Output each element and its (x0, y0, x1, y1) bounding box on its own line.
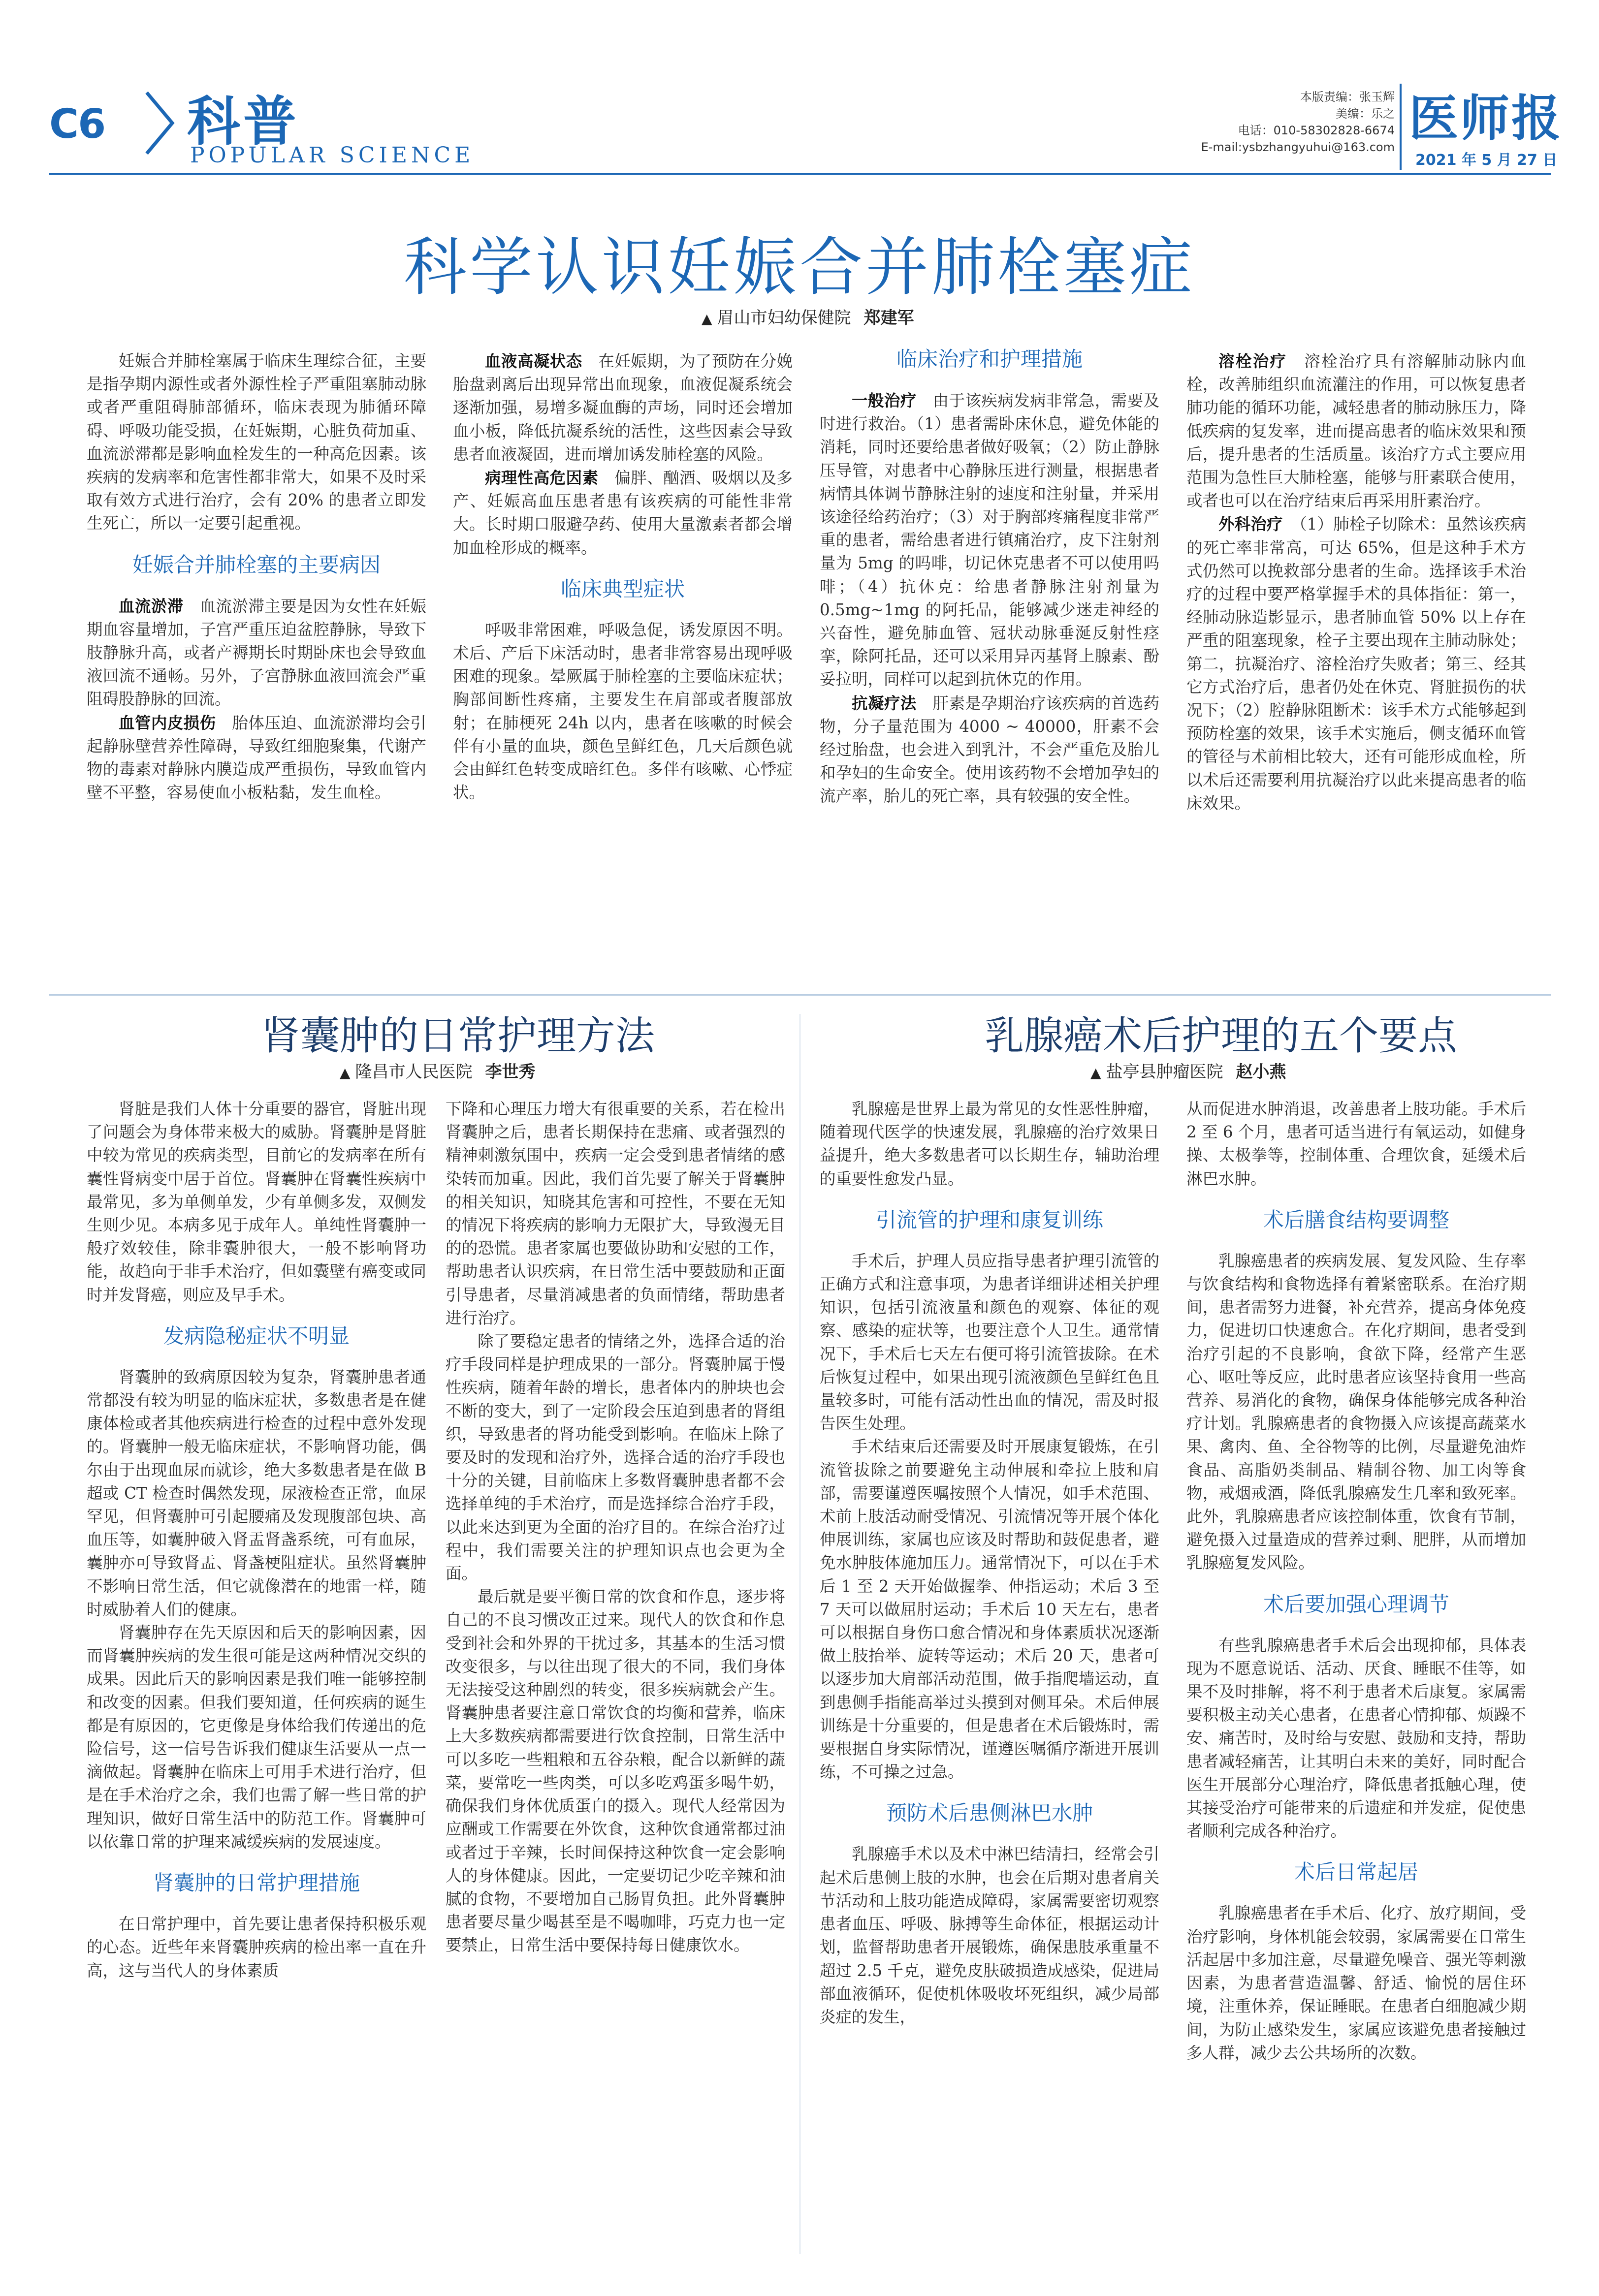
paragraph: 除了要稳定患者的情绪之外，选择合适的治疗手段同样是护理成果的一部分。肾囊肿属于慢性疾病，随着年龄的增长，患者体内的肿块也会不断的变大，到了一定阶段会压迫到患者的肾组织，导致患者的肾功能受到影响。在临床上除了要及时的发现和治疗外，选择合适的治疗手段也十分的关键，目前临床上多数肾囊肿患者都不会选择单纯的手术治疗，而是选择综合治疗手段，以此来达到更为全面的治疗目的。在综合治疗过程中，我们需要关注的护理知识点也会更为全面。 (446, 1332, 785, 1583)
article2-column-2 (446, 1098, 785, 1957)
subheading: 预防术后患侧淋巴水肿 (886, 1801, 1093, 1825)
subheading: 发病隐秘症状不明显 (163, 1323, 350, 1348)
article3-byline (1090, 1058, 1286, 1082)
paragraph: 手术后，护理人员应指导患者护理引流管的正确方式和注意事项，为患者详细讲述相关护理知识，包括引流液量和颜色的观察、体征的观察、感染的症状等，也要注意个人卫生。通常情况下，手术后七天左右便可将引流管拔除。在术后恢复过程中，如果出现引流液颜色呈鲜红色且量较多时，可能有活动性出血的情况，需及时报告医生处理。 (820, 1251, 1159, 1433)
article1-column-2 (453, 349, 793, 804)
article2-byline (340, 1058, 536, 1082)
paragraph: 肾脏是我们人体十分重要的器官，肾脏出现了问题会为身体带来极大的威胁。肾囊肿是肾脏中较为常见的疾病类型，目前它的发病率在所有囊性肾病变中居于首位。肾囊肿在肾囊性疾病中最常见，多为单侧单发，少有单侧多发，双侧发生则少见。本病多见于成年人。单纯性肾囊肿一般疗效较佳，除非囊肿很大，一般不影响肾功能，故趋向于非手术治疗，但如囊壁有癌变或同时并发肾癌，则应及早手术。 (87, 1100, 426, 1304)
subheading: 术后日常起居 (1294, 1860, 1418, 1885)
section-subtitle: POPULAR SCIENCE (190, 143, 475, 168)
subheading: 引流管的护理和康复训练 (875, 1207, 1103, 1232)
article1-column-3 (820, 345, 1159, 808)
paragraph: 最后就是要平衡日常的饮食和作息，逐步将自己的不良习惯改正过来。现代人的饮食和作息受到社会和外界的干扰过多，其基本的生活习惯改变很多，与以往出现了很大的不同，我们身体无法接受这种剧烈的转变，很多疾病就会产生。肾囊肿患者要注意日常饮食的均衡和营养，临床上大多数疾病都需要进行饮食控制，日常生活中可以多吃一些粗粮和五谷杂粮，配合以新鲜的蔬菜，要常吃一些肉类，可以多吃鸡蛋多喝牛奶，确保我们身体优质蛋白的摄入。现代人经常因为应酬或工作需要在外饮食，这种饮食通常都过油或者过于辛辣，长时间保持这种饮食一定会影响人的身体健康。因此，一定要切记少吃辛辣和油腻的食物，不要增加自己肠胃负担。此外肾囊肿患者要尽量少喝甚至是不喝咖啡，巧克力也一定要禁止，日常生活中要保持每日健康饮水。 (446, 1587, 785, 1955)
email-line: E-mail:ysbzhangyuhui@163.com (1201, 140, 1395, 154)
lead-term: 病理性高危因素 (485, 468, 599, 488)
divider (1400, 84, 1402, 170)
page-header (0, 0, 1599, 177)
issue-date: 2021 年 5 月 27 日 (1415, 152, 1558, 169)
article1-column-4 (1186, 349, 1526, 815)
paragraph: 在妊娠期，为了预防在分娩胎盘剥离后出现异常出血现象，血液促凝系统会逐渐加强，易增多凝血酶的声场，同时还会增加血小板，降低抗凝系统的活性，这些因素会导致患者血液凝固，进而增加诱发肺栓塞的风险。 (453, 352, 793, 464)
lead-term: 血管内皮损伤 (119, 713, 216, 732)
byline-org: 盐亭县肿瘤医院 (1106, 1062, 1223, 1082)
paragraph: 乳腺癌患者的疾病发展、复发风险、生存率与饮食结构和食物选择有着紧密联系。在治疗期间，患者需努力进餐，补充营养，提高身体免疫力，促进切口快速愈合。在化疗期间，患者受到治疗引起的不良影响，食欲下降，经常产生恶心、呕吐等反应，此时患者应该坚持食用一些高营养、易消化的食物，确保身体能够完成各种治疗计划。乳腺癌患者的食物摄入应该提高蔬菜水果、禽肉、鱼、全谷物等的比例，尽量避免油炸食品、高脂奶类制品、精制谷物、加工肉等食物，戒烟戒酒，降低乳腺癌发生几率和致死率。此外，乳腺癌患者应该控制体重，饮食有节制，避免摄入过量造成的营养过剩、肥胖，从而增加乳腺癌复发风险。 (1186, 1251, 1526, 1573)
paragraph: 在日常护理中，首先要让患者保持积极乐观的心态。近些年来肾囊肿疾病的检出率一直在升高，这与当代人的身体素质 (87, 1915, 426, 1980)
triangle-icon: ▲ (1090, 1065, 1101, 1081)
paragraph: 有些乳腺癌患者手术后会出现抑郁，具体表现为不愿意说话、活动、厌食、睡眠不佳等，如果不及时排解，将不利于患者术后康复。家属需要积极主动关心患者，在患者心情抑郁、烦躁不安、痛苦时，及时给与安慰、鼓励和支持，帮助患者减轻痛苦，让其明白未来的美好，同时配合医生开展部分心理治疗，降低患者抵触心理，使其接受治疗可能带来的后遗症和并发症，促使患者顺利完成各种治疗。 (1186, 1636, 1526, 1841)
paragraph: 由于该疾病发病非常急，需要及时进行救治。（1）患者需卧床休息，避免体能的消耗，同时还要给患者做好吸氧；（2）防止静脉压导管，对患者中心静脉压进行测量，根据患者病情具体调节静脉注射的速度和注射量，并采用该途径给药治疗；（3）对于胸部疼痛程度非常严重的患者，需给患者进行镇痛治疗，皮下注射剂量为 5mg 的吗啡，切记休克患者不可以使用吗啡；（4）抗休克：给患者静脉注射剂量为 0.5mg~1mg 的阿托品，能够减少迷走神经的兴奋性，避免肺血管、冠状动脉垂涎反射性痉挛，除阿托品，还可以采用异丙基肾上腺素、酚妥拉明，同样可以起到抗休克的作用。 (820, 391, 1159, 689)
article2-column-1 (87, 1098, 426, 1982)
byline-author: 赵小燕 (1236, 1062, 1286, 1082)
paragraph: 溶栓治疗具有溶解肺动脉内血栓，改善肺组织血流灌注的作用，可以恢复患者肺功能的循环功能，减轻患者的肺动脉压力，降低疾病的复发率，进而提高患者的临床效果和预后，提升患者的生活质量。该治疗方式主要应用范围为急性巨大肺栓塞，能够与肝素联合使用，或者也可以在治疗结束后再采用肝素治疗。 (1186, 352, 1526, 510)
lead-term: 外科治疗 (1218, 514, 1283, 534)
article3-column-1 (820, 1098, 1159, 2029)
article-separator (49, 994, 1551, 996)
subheading: 术后要加强心理调节 (1263, 1592, 1449, 1616)
article1-byline (702, 304, 914, 328)
editor-info (1201, 89, 1395, 156)
page-number: C6 (49, 101, 105, 148)
byline-org: 隆昌市人民医院 (355, 1062, 473, 1082)
phone-line: 电话：010-58302828-6674 (1238, 124, 1395, 137)
paragraph: 乳腺癌是世界上最为常见的女性恶性肿瘤，随着现代医学的快速发展，乳腺癌的治疗效果日益提升，绝大多数患者可以长期生存，辅助治理的重要性愈发凸显。 (820, 1100, 1159, 1188)
paragraph: 从而促进水肿消退，改善患者上肢功能。手术后 2 至 6 个月，患者可适当进行有氧运动，如健身操、太极拳等，控制体重、合理饮食，延缓术后淋巴水肿。 (1186, 1100, 1526, 1188)
editor-line: 本版责编：张玉辉 (1300, 90, 1395, 104)
article3-column-2 (1186, 1098, 1526, 2065)
paragraph: 胎体压迫、血流淤滞均会引起静脉壁营养性障碍，导致红细胞聚集，代谢产物的毒素对静脉内膜造成严重损伤，导致血管内壁不平整，容易使血小板粘黏，发生血栓。 (87, 713, 426, 802)
paragraph: 乳腺癌手术以及术中淋巴结清扫，经常会引起术后患侧上肢的水肿，也会在后期对患者肩关节活动和上肢功能造成障碍，家属需要密切观察患者血压、呼吸、脉搏等生命体征，根据运动计划，监督帮助患者开展锻炼，确保患肢承重量不超过 2.5 千克，避免皮肤破损造成感染，促进局部血液循环，促使机体吸收坏死组织，减少局部炎症的发生， (820, 1845, 1159, 2026)
lead-term: 抗凝疗法 (852, 693, 917, 713)
section-title: 科普 (187, 91, 300, 153)
chevron-right-icon (143, 89, 177, 157)
paragraph: 肾囊肿存在先天原因和后天的影响因素，因而肾囊肿疾病的发生很可能是这两种情况交织的成果。因此后天的影响因素是我们唯一能够控制和改变的因素。但我们要知道，任何疾病的诞生都是有原因的，它更像是身体给我们传递出的危险信号，这一信号告诉我们健康生活要从一点一滴做起。肾囊肿在临床上可用手术进行治疗，但是在手术治疗之余，我们也需了解一些日常的护理知识，做好日常生活中的防范工作。肾囊肿可以依靠日常的护理来减缓疾病的发展速度。 (87, 1623, 426, 1851)
triangle-icon: ▲ (702, 311, 712, 327)
paragraph: 肾囊肿的致病原因较为复杂，肾囊肿患者通常都没有较为明显的临床症状，多数患者是在健康体检或者其他疾病进行检查的过程中意外发现的。肾囊肿一般无临床症状，不影响肾功能，偶尔由于出现血尿而就诊，绝大多数患者是在做 B 超或 CT 检查时偶然发现，尿液检查正常，血尿罕见，但肾囊肿可引起腰痛及发现腹部包块、高血压等，如囊肿破入肾盂肾盏系统，可有血尿，囊肿亦可导致肾盂、肾盏梗阻症状。虽然肾囊肿不影响日常生活，但它就像潜在的地雷一样，随时威胁着人们的健康。 (87, 1367, 426, 1619)
byline-author: 郑建军 (863, 308, 914, 328)
header-rule (49, 173, 1551, 175)
lead-term: 血液高凝状态 (485, 351, 582, 371)
paragraph: 血流淤滞主要是因为女性在妊娠期血容量增加，子宫严重压迫盆腔静脉，导致下肢静脉升高，或者产褥期长时期卧床也会导致血液回流不通畅。另外，子宫静脉血液回流会严重阻碍股静脉的回流。 (87, 597, 426, 709)
lead-term: 溶栓治疗 (1218, 351, 1287, 371)
paragraph: 下降和心理压力增大有很重要的关系，若在检出肾囊肿之后，患者长期保持在悲痛、或者强烈的精神刺激氛围中，疾病一定会受到患者情绪的感染转而加重。因此，我们首先要了解关于肾囊肿的相关知识，知晓其危害和可控性，不要在无知的情况下将疾病的影响力无限扩大，导致漫无目的的恐慌。患者家属也要做协助和安慰的工作，帮助患者认识疾病，在日常生活中要鼓励和正面引导患者，尽量消减患者的负面情绪，帮助患者进行治疗。 (446, 1100, 785, 1327)
art-editor-line: 美编：乐之 (1336, 107, 1395, 121)
article1-column-1 (87, 349, 426, 804)
paragraph: （1）肺栓子切除术：虽然该疾病的死亡率非常高，可达 65%，但是这种手术方式仍然可以挽救部分患者的生命。选择该手术治疗的过程中要严格掌握手术的具体指征：第一，经肺动脉造影显示，患者肺血管 50% 以上存在严重的阻塞现象，栓子主要出现在主肺动脉处；第二，抗凝治疗、溶栓治疗失败者；第三、经其它方式治疗后，患者仍处在休克、肾脏损伤的状况下；（2）腔静脉阻断术：该手术方式能够起到预防栓塞的效果，该手术实施后，侧支循环血管的管径与术前相比较大，还有可能形成血栓，所以术后还需要利用抗凝治疗以此来提高患者的临床效果。 (1186, 515, 1526, 813)
article2-title: 肾囊肿的日常护理方法 (261, 1013, 655, 1059)
triangle-icon: ▲ (340, 1065, 351, 1081)
article3-title: 乳腺癌术后护理的五个要点 (985, 1013, 1457, 1059)
paragraph: 呼吸非常困难，呼吸急促，诱发原因不明。术后、产后下床活动时，患者非常容易出现呼吸困难的现象。晕厥属于肺栓塞的主要临床症状；胸部间断性疼痛，主要发生在肩部或者腹部放射；在肺梗死 24h 以内，患者在咳嗽的时候会伴有小量的血块，颜色呈鲜红色，几天后颜色就会由鲜红色转变成暗红色。多伴有咳嗽、心悸症状。 (453, 620, 793, 802)
subheading: 妊娠合并肺栓塞的主要病因 (132, 552, 381, 577)
paragraph: 手术结束后还需要及时开展康复锻炼，在引流管拔除之前要避免主动伸展和牵拉上肢和肩部，需要谨遵医嘱按照个人情况，如手术范围、术前上肢活动耐受情况、引流情况等开展个体化伸展训练，家属也应该及时帮助和鼓促患者，避免水肿肢体施加压力。通常情况下，可以在手术后 1 至 2 天开始做握拳、伸指运动；术后 3 至 7 天可以做屈肘运动；手术后 10 天左右，患者可以根据自身伤口愈合情况和身体素质状况逐渐做上肢抬举、旋转等运动；术后 20 天，患者可以逐步加大肩部活动范围，做手指爬墙运动，直到患侧手指能高举过头摸到对侧耳朵。术后伸展训练是十分重要的，但是患者在术后锻炼时，需要根据自身实际情况，谨遵医嘱循序渐进开展训练，不可操之过急。 (820, 1437, 1159, 1782)
lead-term: 血流淤滞 (119, 596, 184, 616)
subheading: 临床典型症状 (560, 576, 685, 601)
subheading: 肾囊肿的日常护理措施 (153, 1871, 360, 1895)
subheading: 术后膳食结构要调整 (1263, 1207, 1449, 1232)
subheading: 临床治疗和护理措施 (896, 347, 1083, 371)
paragraph: 肝素是孕期治疗该疾病的首选药物，分子量范围为 4000 ~ 40000，肝素不会经过胎盘，也会进入到乳汁，不会严重危及胎儿和孕妇的生命安全。使用该药物不会增加孕妇的流产率，胎儿的死亡率，具有较强的安全性。 (820, 693, 1159, 806)
byline-org: 眉山市妇幼保健院 (717, 308, 851, 328)
paragraph: 偏胖、酗酒、吸烟以及多产、妊娠高血压患者患有该疾病的可能性非常大。长时期口服避孕药、使用大量激素者都会增加血栓形成的概率。 (453, 469, 793, 557)
article1-title: 科学认识妊娠合并肺栓塞症 (403, 231, 1195, 304)
paragraph: 妊娠合并肺栓塞属于临床生理综合征，主要是指孕期内源性或者外源性栓子严重阻塞肺动脉或者严重阻碍肺部循环，临床表现为肺循环障碍、呼吸功能受损，在妊娠期，心脏负荷加重、血流淤滞都是影响血栓发生的一种高危因素。该疾病的发病率和危害性都非常大，如果不及时采取有效方式进行治疗，会有 20% 的患者立即发生死亡，所以一定要引起重视。 (87, 351, 426, 533)
byline-author: 李世秀 (485, 1062, 536, 1082)
paragraph: 乳腺癌患者在手术后、化疗、放疗期间，受治疗影响，身体机能会较弱，家属需要在日常生活起居中多加注意，尽量避免噪音、强光等刺激因素，为患者营造温馨、舒适、愉悦的居住环境，注重休养，保证睡眠。在患者白细胞减少期间，为防止感染发生，家属应该避免患者接触过多人群，减少去公共场所的次数。 (1186, 1904, 1526, 2062)
lead-term: 一般治疗 (852, 391, 917, 410)
newspaper-logo: 医师报 (1409, 90, 1563, 147)
